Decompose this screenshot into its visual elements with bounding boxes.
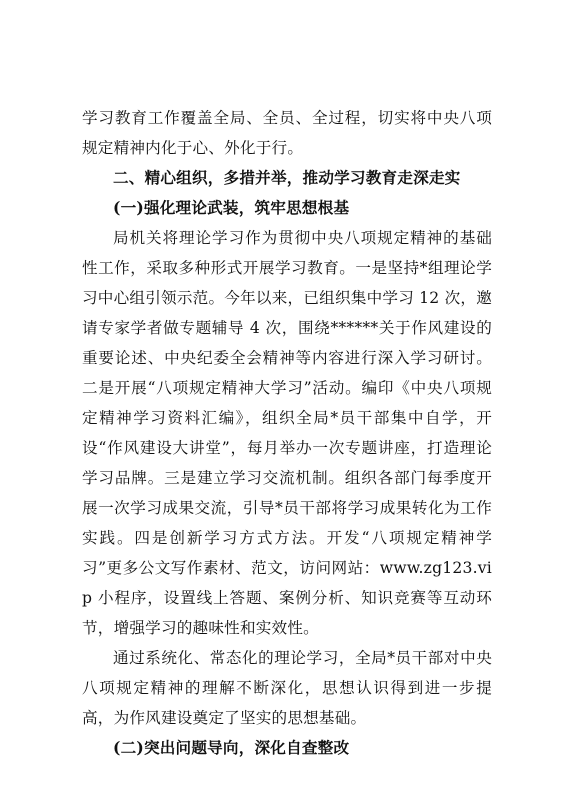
paragraph-continuation: 学习教育工作覆盖全局、全员、全过程，切实将中央八项规定精神内化于心、外化于行。 [82, 109, 492, 157]
subsection-heading-2: (二)突出问题导向，深化自查整改 [113, 738, 350, 757]
subsection-heading-1: (一)强化理论武装，筑牢思想根基 [113, 198, 350, 217]
document-body [82, 103, 492, 763]
paragraph-theory-study: 局机关将理论学习作为贯彻中央八项规定精神的基础性工作，采取多种形式开展学习教育。一是坚持*组理论学习中心组引领示范。今年以来，已组织集中学习 12 次，邀请专家学者做专题辅导 4 次，围绕******关于作风建设的重要论述、中央纪委全会精神等内容进行深入学习研讨。二是开展“八项规定精神大学习”活动。编印《中央八项规定精神学习资料汇编》，组织全局*员干部集中自学，开设“作风建设大讲堂”，每月举办一次专题讲座，打造理论学习品牌。三是建立学习交流机制。组织各部门每季度开展一次学习成果交流，引导*员干部将学习成果转化为工作实践。四是创新学习方式方法。开发“八项规定精神学习”更多公文写作素材、范文，访问网站：www.zg123.vip 小程序，设置线上答题、案例分析、知识竞赛等互动环节，增强学习的趣味性和实效性。 [82, 229, 492, 637]
paragraph-summary: 通过系统化、常态化的理论学习，全局*员干部对中央八项规定精神的理解不断深化，思想认识得到进一步提高，为作风建设奠定了坚实的思想基础。 [82, 649, 492, 727]
section-heading-2: 二、精心组织，多措并举，推动学习教育走深走实 [113, 168, 461, 187]
